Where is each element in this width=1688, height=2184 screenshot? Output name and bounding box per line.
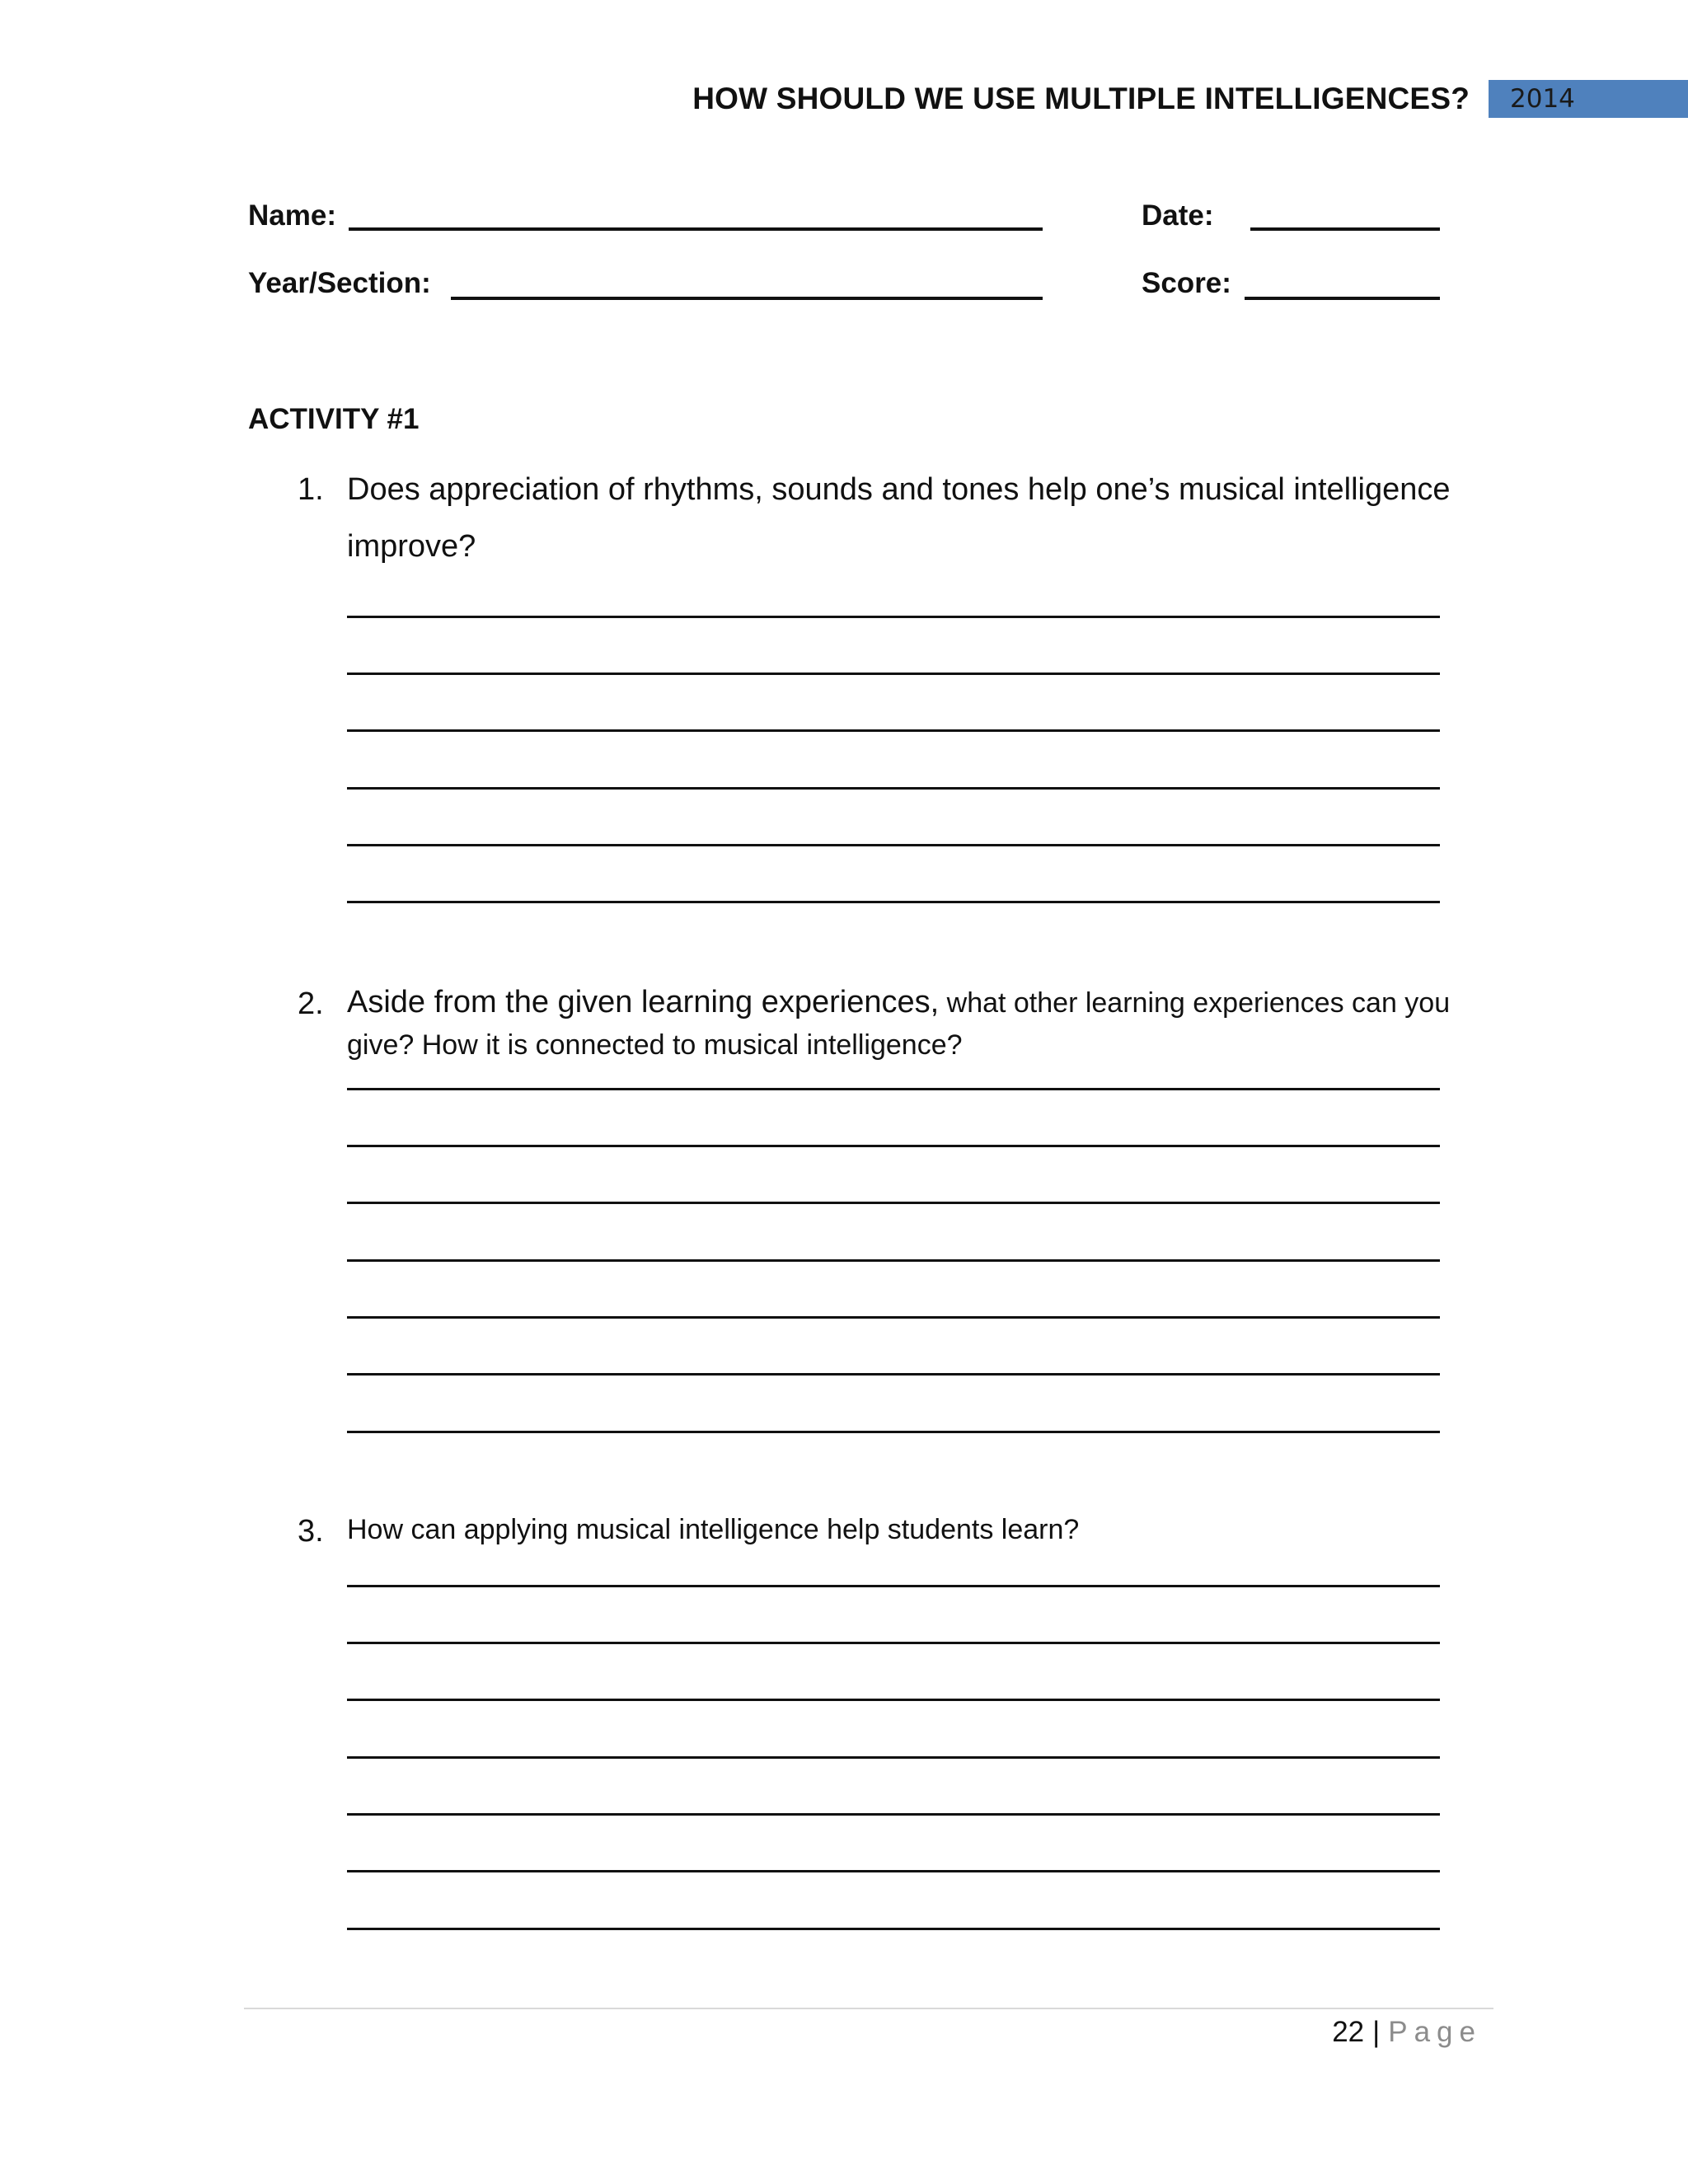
answer-line[interactable] xyxy=(347,1756,1440,1759)
year-section-label: Year/Section: xyxy=(248,267,431,299)
score-label: Score: xyxy=(1142,267,1231,299)
year-badge: 2014 xyxy=(1489,80,1688,118)
answer-line[interactable] xyxy=(347,1145,1440,1147)
answer-line[interactable] xyxy=(347,673,1440,675)
answer-line[interactable] xyxy=(347,729,1440,732)
question-2-text-small: what other learning experiences can you give? How it is connected to musical intelligence? xyxy=(347,987,1451,1061)
date-field[interactable] xyxy=(1250,227,1440,231)
question-2-text xyxy=(347,984,1484,1069)
question-1-number: 1. xyxy=(298,472,324,507)
answer-line[interactable] xyxy=(347,1699,1440,1701)
answer-line[interactable] xyxy=(347,1088,1440,1090)
answer-line[interactable] xyxy=(347,901,1440,903)
question-3-text: How can applying musical intelligence help students learn? xyxy=(347,1514,1080,1545)
answer-line[interactable] xyxy=(347,1585,1440,1587)
page-footer xyxy=(1332,2014,1482,2050)
activity-title: ACTIVITY #1 xyxy=(248,403,420,435)
question-3-answer-area[interactable] xyxy=(347,1585,1440,1931)
answer-line[interactable] xyxy=(347,1202,1440,1204)
year-section-field[interactable] xyxy=(451,297,1043,300)
name-field[interactable] xyxy=(349,227,1043,231)
answer-line[interactable] xyxy=(347,1813,1440,1816)
page-word: Page xyxy=(1388,2016,1482,2048)
name-label: Name: xyxy=(248,199,336,232)
score-field[interactable] xyxy=(1245,297,1440,300)
answer-line[interactable] xyxy=(347,1928,1440,1930)
answer-line[interactable] xyxy=(347,844,1440,846)
page-number: 22 xyxy=(1332,2016,1365,2048)
answer-line[interactable] xyxy=(347,1642,1440,1644)
question-2-number: 2. xyxy=(298,987,324,1021)
question-2-answer-area[interactable] xyxy=(347,1088,1440,1434)
answer-line[interactable] xyxy=(347,1259,1440,1262)
footer-divider xyxy=(244,2008,1493,2009)
date-label: Date: xyxy=(1142,199,1214,232)
answer-line[interactable] xyxy=(347,1870,1440,1872)
question-1-text: Does appreciation of rhythms, sounds and tones help one’s musical intelligence improve? xyxy=(347,472,1451,564)
question-1-answer-area[interactable] xyxy=(347,616,1440,912)
document-title: HOW SHOULD WE USE MULTIPLE INTELLIGENCES? xyxy=(692,82,1470,115)
answer-line[interactable] xyxy=(347,787,1440,790)
page-separator: | xyxy=(1372,2016,1381,2048)
answer-line[interactable] xyxy=(347,616,1440,618)
answer-line[interactable] xyxy=(347,1316,1440,1319)
question-2-text-large: Aside from the given learning experiences, xyxy=(347,985,940,1019)
question-3-number: 3. xyxy=(298,1514,324,1549)
answer-line[interactable] xyxy=(347,1373,1440,1376)
answer-line[interactable] xyxy=(347,1431,1440,1433)
